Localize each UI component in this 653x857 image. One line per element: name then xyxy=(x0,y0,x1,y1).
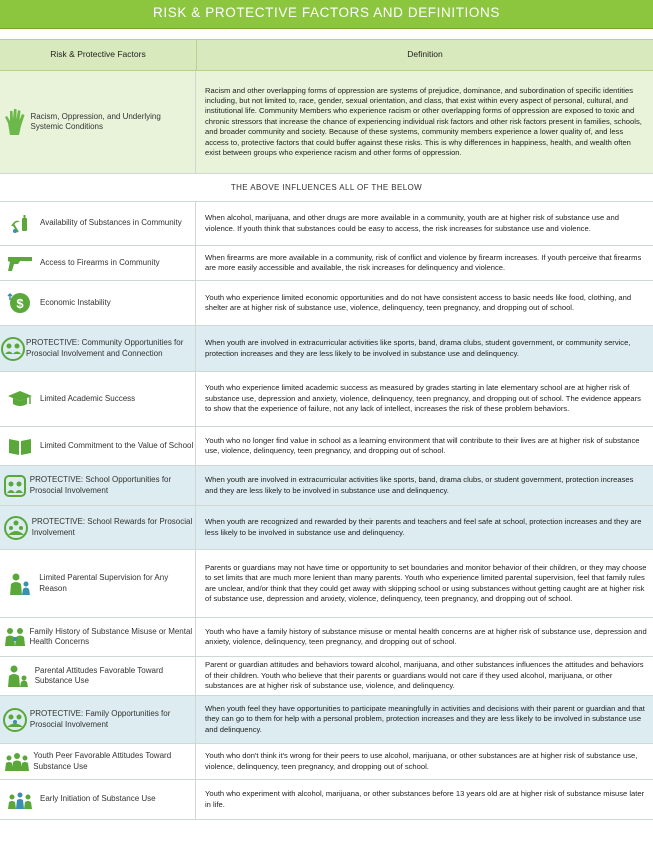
substances-icon xyxy=(0,212,40,236)
factor-definition: Racism and other overlapping forms of oppression are systems of prejudice, dominance, and subordination of specific identities including, but not limited to, race, gender, sexual orientation, and class, that exist within every aspect of personal, cultural, and institutional life. Community Members who experience racism or other overlapping forms of oppression are exposed to toxic and chronic stressors that increase the chance of experiencing individual risk factors and other risk factors present in families, schools, and broader community and society. Because of these systems, community members experience a lower quality of, and less access to, protective factors that could buffer against these risks. This is why differences in happiness, health, and wealth often exist between groups who experience racism and other forms of oppression. xyxy=(205,85,642,158)
parent-child-icon xyxy=(0,571,39,597)
factor-name: PROTECTIVE: School Opportunities for Prosocial Involvement xyxy=(29,475,172,495)
factor-definition: Youth who don't think it's wrong for their peers to use alcohol, marijuana, or other substances are at higher risk of substance use, violence, delinquency, teen pregnancy, and dropping out of school. xyxy=(205,751,638,771)
factor-cell xyxy=(0,427,196,465)
factor-cell xyxy=(0,744,196,779)
table-row xyxy=(0,618,653,657)
factor-name: Economic Instability xyxy=(40,297,111,307)
award-group-icon xyxy=(0,515,32,541)
factor-name: Parental Attitudes Favorable Toward Substance Use xyxy=(34,665,164,685)
factor-definition: Youth who experiment with alcohol, marijuana, or other substances before 13 years old are at higher risk of substance misuse later in life. xyxy=(205,789,645,809)
factor-definition: When youth feel they have opportunities to participate meaningfully in activities and decisions with their parent or guardian and that they can go to them for help with a personal problem, protection increases and they are less likely to be involved in substance use and delinquency. xyxy=(205,703,645,734)
factor-name: Limited Commitment to the Value of School xyxy=(40,440,194,450)
table-row xyxy=(0,550,653,618)
table-row-racism xyxy=(0,71,653,174)
table-row xyxy=(0,657,653,696)
table-row xyxy=(0,372,653,427)
factor-name: PROTECTIVE: Community Opportunities for Prosocial Involvement and Connection xyxy=(26,338,184,358)
factor-cell xyxy=(0,326,196,371)
factors-list xyxy=(0,202,653,820)
svg-text:$: $ xyxy=(16,296,24,311)
factor-definition: Youth who experience limited academic success as measured by grades starting in late elementary school are at higher risk of substance use, depression and anxiety, violence, delinquency, teen pregnancy, and dropping out of school. The evidence appears to show that the experience of failure, not any lack of intellect, increases the risk of these problem behaviors. xyxy=(205,383,641,414)
factor-name: PROTECTIVE: Family Opportunities for Prosocial Involvement xyxy=(29,709,171,729)
factor-cell xyxy=(0,246,196,280)
graduation-cap-icon xyxy=(0,388,40,410)
table-row xyxy=(0,696,653,744)
factor-definition: When firearms are more available in a community, risk of conflict and violence by firearm increases. If youth perceive that firearms are more easily accessible and available, the risk increases for delinquency and violence. xyxy=(205,252,642,272)
factor-definition: When youth are recognized and rewarded by their parents and teachers and feel safe at school, protection increases and they are less likely to be involved in substance use and delinquency. xyxy=(205,517,642,537)
factor-name: Early Initiation of Substance Use xyxy=(40,794,156,804)
factor-definition: Youth who no longer find value in school as a learning environment that will contribute to their lives are at higher risk of substance use, violence, delinquency, teen pregnancy, and dropping out of school. xyxy=(205,435,640,455)
factor-cell xyxy=(0,281,196,325)
influence-caption: THE ABOVE INFLUENCES ALL OF THE BELOW xyxy=(0,174,653,202)
factor-cell xyxy=(0,780,196,819)
table-row xyxy=(0,202,653,246)
factor-cell xyxy=(0,696,196,743)
table-row xyxy=(0,281,653,326)
community-globe-icon xyxy=(0,336,26,362)
table-row xyxy=(0,466,653,506)
factor-name: Limited Parental Supervision for Any Reason xyxy=(39,573,169,593)
factor-name: Family History of Substance Misuse or Mental Health Concerns xyxy=(29,626,193,646)
factor-definition: Parents or guardians may not have time or opportunity to set boundaries and monitor behavior of their children, or they may choose to set limits that are much more lenient than many parents. Youth who experience limited parental supervision, feel that family rules are unclear, and/or think that they could get away with skipping school or using substances without getting caught are at higher risk of substance use, depression and anxiety, violence, delinquency, teen pregnancy, and dropping out of school. xyxy=(205,562,647,603)
factor-definition: When youth are involved in extracurricular activities like sports, band, drama clubs, student government, or community service, protection increases and they are less likely to be involved in substance use and delinquency. xyxy=(205,338,631,358)
raised-hand-icon xyxy=(0,107,31,137)
dollar-icon xyxy=(0,290,40,316)
factor-definition: Youth who have a family history of substance misuse or mental health concerns are at higher risk of substance use, depression and anxiety, violence, delinquency, teen pregnancy, and dropping out of school. xyxy=(205,626,647,646)
factor-cell xyxy=(0,550,196,617)
factor-cell xyxy=(0,618,196,656)
firearm-icon xyxy=(0,253,40,273)
table-row xyxy=(0,780,653,820)
factor-definition: Parent or guardian attitudes and behaviors toward alcohol, marijuana, and other substances influences the attitudes and behaviors of their children. Youth who believe that their parents or guardians would not care if they used alcohol, marijuana, or other substances are at higher risk of substance use, violence, and delinquency. xyxy=(205,660,644,691)
factor-definition: Youth who experience limited economic opportunities and do not have consistent access to basic needs like food, clothing, and shelter are at higher risk of substance use, violence, delinquency, teen pregnancy, and dropping out of school. xyxy=(205,292,632,312)
factor-cell xyxy=(0,657,196,695)
school-group-icon xyxy=(0,473,30,499)
page-title: RISK & PROTECTIVE FACTORS AND DEFINITIONS xyxy=(0,0,653,29)
factor-cell xyxy=(0,466,196,505)
factor-cell xyxy=(0,506,196,549)
peer-group-icon xyxy=(0,751,33,773)
factor-name: Youth Peer Favorable Attitudes Toward Substance Use xyxy=(33,751,172,771)
factor-definition: When alcohol, marijuana, and other drugs are more available in a community, youth are at higher risk of substance use and violence. If youth think that substances could be easy to access, the risk increases for substance use and violence. xyxy=(205,213,619,233)
factor-cell xyxy=(0,71,196,173)
table-header xyxy=(0,39,653,71)
youth-group-icon xyxy=(0,789,40,811)
header-factors: Risk & Protective Factors xyxy=(0,40,197,70)
family-icon xyxy=(0,624,29,650)
factor-name: Limited Academic Success xyxy=(40,393,136,403)
factor-name: Access to Firearms in Community xyxy=(40,257,160,267)
factor-name: PROTECTIVE: School Rewards for Prosocial Involvement xyxy=(31,517,193,537)
table-row xyxy=(0,744,653,780)
parent-attitude-icon xyxy=(0,663,35,689)
factor-name: Availability of Substances in Community xyxy=(40,218,182,228)
table-row xyxy=(0,326,653,372)
factor-definition: When youth are involved in extracurricular activities like sports, band, drama clubs, or student government, protection increases and they are less likely to be involved in substance use and delinquency. xyxy=(205,475,634,495)
table-row xyxy=(0,427,653,466)
table-row xyxy=(0,506,653,550)
open-book-icon xyxy=(0,435,40,457)
factor-cell xyxy=(0,202,196,245)
factor-cell xyxy=(0,372,196,426)
header-definition: Definition xyxy=(407,49,443,59)
family-group-icon xyxy=(0,707,30,733)
table-row xyxy=(0,246,653,281)
factor-name: Racism, Oppression, and Underlying Systemic Conditions xyxy=(30,111,161,131)
